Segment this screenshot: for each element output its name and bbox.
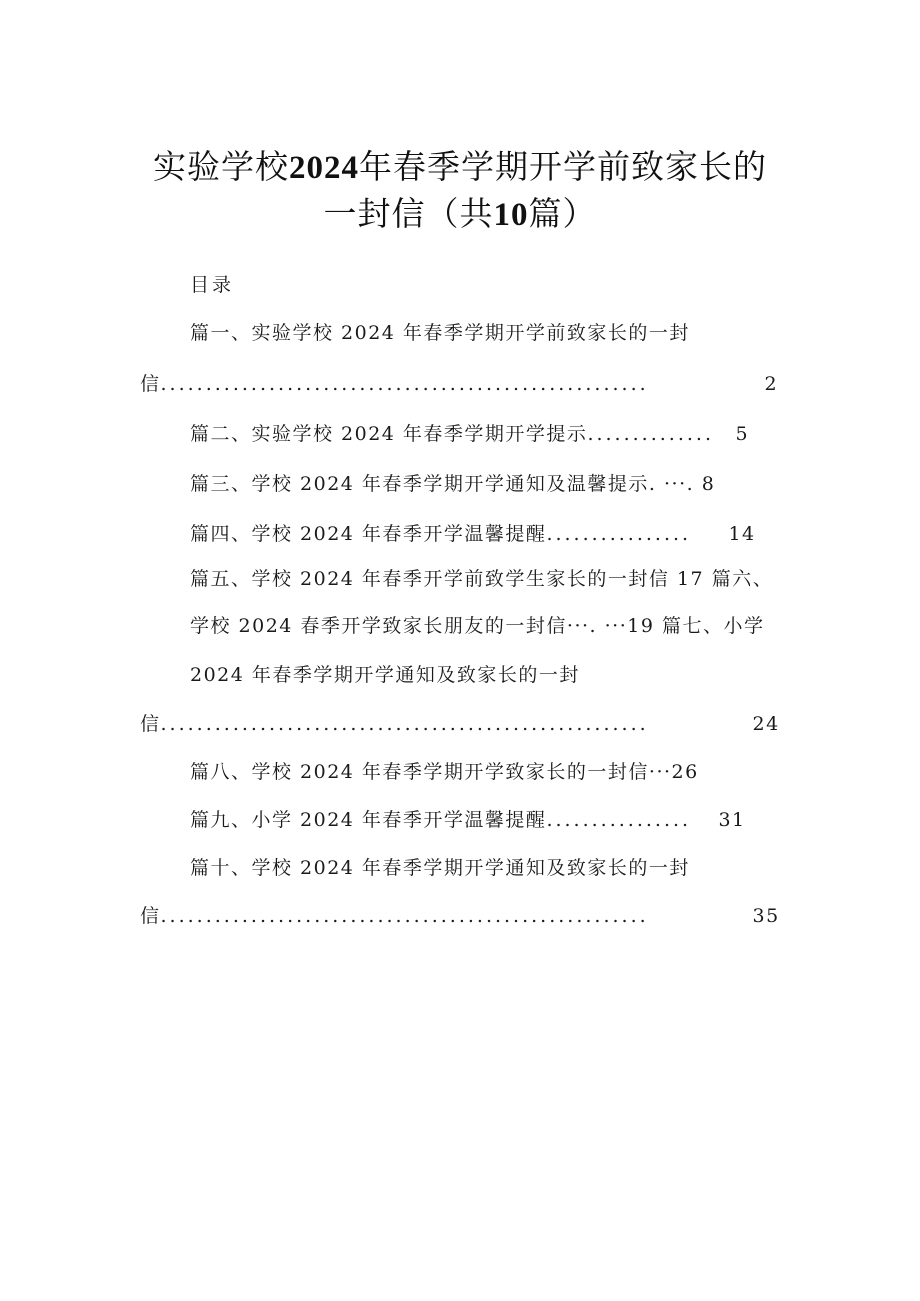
toc-entry-text: 信 xyxy=(140,373,161,395)
toc-line xyxy=(190,808,746,832)
toc-heading: 目录 xyxy=(190,274,235,296)
toc-entry-text: 篇十、学校 2024 年春季学期开学通知及致家长的一封 xyxy=(190,857,690,879)
toc-line xyxy=(190,522,756,546)
toc-dot-leader: ................ xyxy=(546,809,692,831)
toc-page-number: 14 xyxy=(728,523,756,545)
toc-line xyxy=(190,422,749,446)
toc-entry-text: 信 xyxy=(140,905,161,927)
title-count: 10 xyxy=(493,197,529,233)
toc-dot-leader: .............. xyxy=(587,423,714,445)
toc-line xyxy=(190,663,580,687)
toc-page-number: 35 xyxy=(752,905,780,927)
toc-line xyxy=(190,614,764,638)
toc-dot-leader: ...................................................... xyxy=(160,713,649,735)
document-title-line-1 xyxy=(0,141,920,188)
toc-entry-text: 信 xyxy=(140,713,161,735)
title-suffix: 年春季学期开学前致家长的 xyxy=(359,147,767,186)
toc-entry-text: 篇二、实验学校 2024 年春季学期开学提示 xyxy=(190,423,588,445)
toc-dot-leader: ...................................................... xyxy=(160,905,649,927)
toc-entry-text: 篇九、小学 2024 年春季开学温馨提醒 xyxy=(190,809,547,831)
toc-entry-text: 篇四、学校 2024 年春季开学温馨提醒 xyxy=(190,523,547,545)
toc-line xyxy=(190,567,773,591)
toc-page-number: 2 xyxy=(764,373,779,395)
title-line2-prefix: 一封信（共 xyxy=(323,194,494,233)
toc-entry-text: 篇五、学校 2024 年春季开学前致学生家长的一封信 17 篇六、 xyxy=(190,568,774,590)
title-prefix: 实验学校 xyxy=(153,147,289,186)
toc-line xyxy=(140,372,778,396)
toc-line xyxy=(140,712,780,736)
toc-line xyxy=(190,472,715,496)
toc-line xyxy=(190,760,699,784)
toc-line xyxy=(190,321,690,345)
toc-entry-text: 篇一、实验学校 2024 年春季学期开学前致家长的一封 xyxy=(190,322,690,344)
document-title-line-2 xyxy=(0,188,920,235)
toc-line xyxy=(140,904,780,928)
title-year: 2024 xyxy=(289,150,359,186)
toc-dot-leader: ................ xyxy=(546,523,692,545)
toc-entry-text: 学校 2024 春季开学致家长朋友的一封信···. ···19 篇七、小学 xyxy=(190,615,765,637)
toc-entry-text: 2024 年春季学期开学通知及致家长的一封 xyxy=(190,664,580,686)
toc-dot-leader: ...................................................... xyxy=(160,373,649,395)
toc-line xyxy=(190,856,690,880)
toc-page-number: 31 xyxy=(718,809,746,831)
toc-page-number: 5 xyxy=(735,423,750,445)
toc-entry-text: 篇八、学校 2024 年春季学期开学致家长的一封信···26 xyxy=(190,761,699,783)
toc-page-number: 24 xyxy=(752,713,780,735)
toc-entry-text: 篇三、学校 2024 年春季学期开学通知及温馨提示. ···. 8 xyxy=(190,473,716,495)
title-line2-suffix: 篇） xyxy=(528,194,597,233)
